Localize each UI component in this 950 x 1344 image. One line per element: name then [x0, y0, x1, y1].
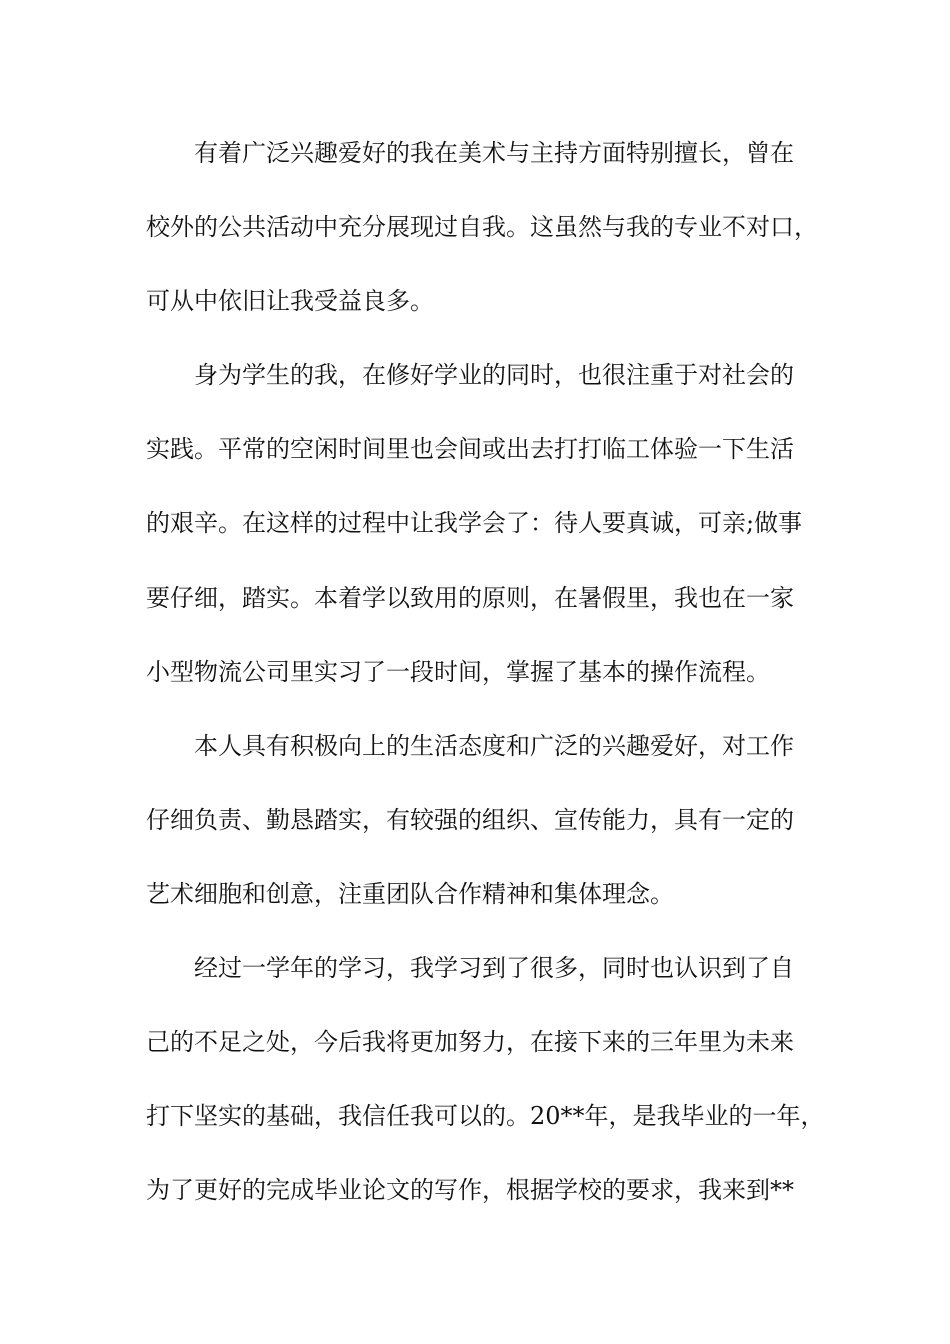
text-line: 艺术细胞和创意，注重团队合作精神和集体理念。 [146, 880, 674, 908]
text-line: 可从中依旧让我受益良多。 [146, 287, 434, 315]
text-line: 为了更好的完成毕业论文的写作，根据学校的要求，我来到** [146, 1176, 794, 1204]
text-line: 的艰辛。在这样的过程中让我学会了：待人要真诚，可亲;做事 [146, 509, 803, 537]
text-line: 小型物流公司里实习了一段时间，掌握了基本的操作流程。 [146, 658, 770, 686]
text-line: 校外的公共活动中充分展现过自我。这虽然与我的专业不对口， [146, 213, 818, 241]
text-line: 仔细负责、勤恳踏实，有较强的组织、宣传能力，具有一定的 [146, 806, 794, 834]
text-line: 实践。平常的空闲时间里也会间或出去打打临工体验一下生活 [146, 435, 794, 463]
text-line: 要仔细，踏实。本着学以致用的原则，在暑假里，我也在一家 [146, 584, 794, 612]
text-line: 本人具有积极向上的生活态度和广泛的兴趣爱好，对工作 [194, 732, 794, 760]
text-line: 己的不足之处，今后我将更加努力，在接下来的三年里为未来 [146, 1028, 794, 1056]
text-line: 经过一学年的学习，我学习到了很多，同时也认识到了自 [194, 954, 794, 982]
text-line: 打下坚实的基础，我信任我可以的。20**年，是我毕业的一年， [146, 1102, 825, 1130]
text-line: 有着广泛兴趣爱好的我在美术与主持方面特别擅长，曾在 [194, 139, 794, 167]
text-line: 身为学生的我，在修好学业的同时，也很注重于对社会的 [194, 361, 794, 389]
